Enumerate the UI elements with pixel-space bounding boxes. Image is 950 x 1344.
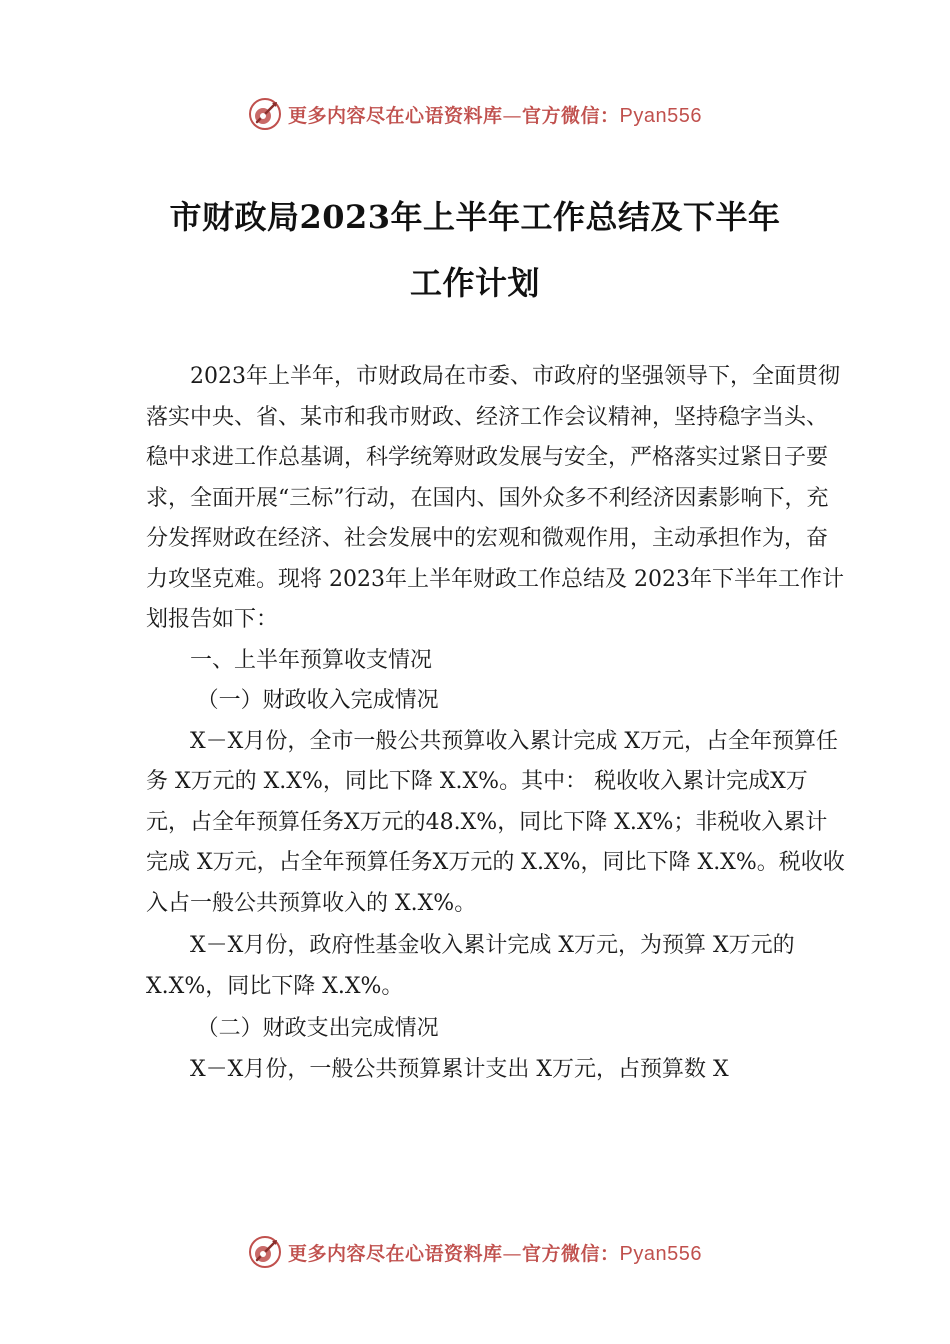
wechat-id: Pyan556 (619, 104, 702, 127)
document-body (146, 357, 846, 1090)
document-title-line-1: 市财政局2023年上半年工作总结及下半年 (169, 198, 781, 236)
document-title-line-2: 工作计划 (409, 264, 540, 302)
logo-icon (248, 97, 282, 131)
paragraph-fund-revenue: X－X月份，政府性基金收入累计完成 X万元，为预算 X万元的 X.X%，同比下降 X.X%。 (146, 933, 795, 999)
banner-text: 更多内容尽在心语资料库—官方微信：Pyan556 (288, 104, 702, 127)
header-banner (0, 94, 950, 134)
logo-icon (248, 1235, 282, 1269)
wechat-id: Pyan556 (619, 1242, 702, 1265)
subsection-heading-2: （二）财政支出完成情况 (196, 1016, 439, 1041)
section-heading-1: 一、上半年预算收支情况 (190, 647, 433, 673)
paragraph-expenditure: X－X月份，一般公共预算累计支出 X万元，占预算数 X (190, 1056, 729, 1082)
banner-text: 更多内容尽在心语资料库—官方微信：Pyan556 (288, 1242, 702, 1265)
intro-paragraph: 2023年上半年，市财政局在市委、市政府的坚强领导下，全面贯彻落实中央、省、某市和我市财政、经济工作会议精神，坚持稳字当头、稳中求进工作总基调，科学统筹财政发展与安全，严格落实过紧日子要求，全面开展“三标”行动，在国内、国外众多不利经济因素影响下，充分发挥财政在经济、社会发展中的宏观和微观作用，主动承担作为，奋力攻坚克难。现将 2023年上半年财政工作总结及 2023年下半年工作计划报告如下： (146, 364, 844, 632)
subsection-heading-1: （一）财政收入完成情况 (196, 688, 439, 713)
footer-banner (0, 1232, 950, 1272)
paragraph-revenue: X－X月份，全市一般公共预算收入累计完成 X万元，占全年预算任务 X万元的 X.X%，同比下降 X.X%。其中： 税收收入累计完成X万元，占全年预算任务X万元的48.X%，同比下降 X.X%；非税收入累计完成 X万元，占全年预算任务X万元的 X.X%，同比下降 X.X%。税收收入占一般公共预算收入的 X.X%。 (146, 728, 845, 916)
